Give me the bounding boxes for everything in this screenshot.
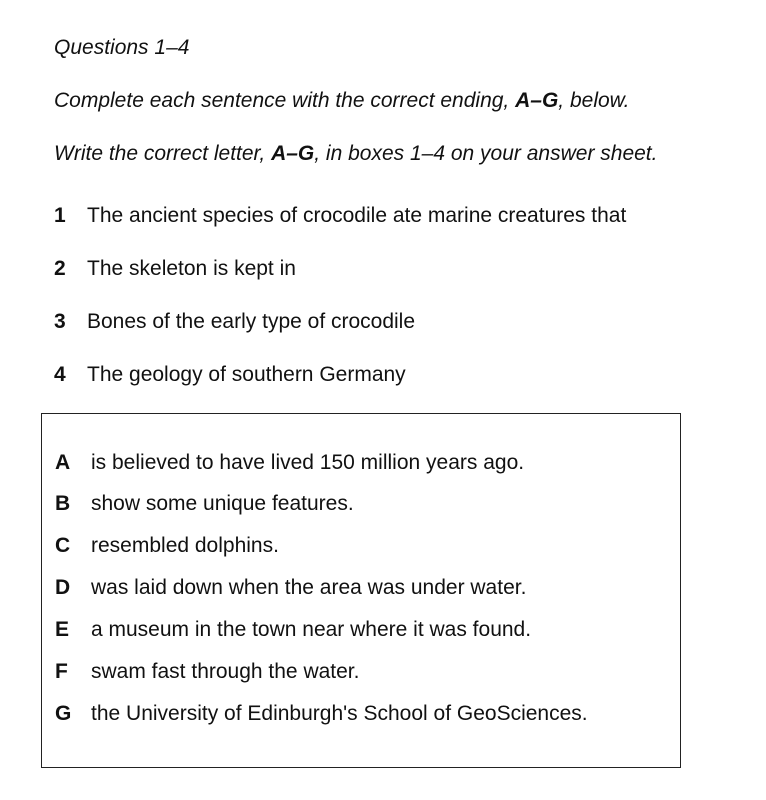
ending-letter: C xyxy=(55,534,71,557)
sentence-number: 1 xyxy=(54,204,66,227)
sentence-number: 3 xyxy=(54,310,66,333)
questions-label: Questions 1–4 xyxy=(54,36,190,59)
write-range: A–G xyxy=(271,142,315,165)
write-suffix: , in boxes 1–4 on your answer sheet. xyxy=(314,142,658,165)
ending-letter: B xyxy=(55,492,71,515)
ending-letter: F xyxy=(55,660,68,683)
ending-text: is believed to have lived 150 million years ago. xyxy=(91,451,525,474)
ending-letter: D xyxy=(55,576,71,599)
sentence-number: 4 xyxy=(54,363,66,386)
sentence-stem-1 xyxy=(54,205,626,226)
ending-letter: G xyxy=(55,702,72,725)
write-instruction xyxy=(54,143,657,164)
ending-text: was laid down when the area was under water. xyxy=(91,576,527,599)
ending-option-g xyxy=(55,703,588,724)
sentence-text: The geology of southern Germany xyxy=(87,363,406,386)
ending-text: show some unique features. xyxy=(91,492,354,515)
sentence-stem-2 xyxy=(54,258,296,279)
sentence-text: The ancient species of crocodile ate marine creatures that xyxy=(87,204,627,227)
sentence-number: 2 xyxy=(54,257,66,280)
ending-option-e xyxy=(55,619,531,640)
questions-heading xyxy=(54,37,189,58)
ending-text: swam fast through the water. xyxy=(91,660,360,683)
sentence-stem-4 xyxy=(54,364,406,385)
ending-text: a museum in the town near where it was found. xyxy=(91,618,532,641)
sentence-text: The skeleton is kept in xyxy=(87,257,296,280)
ending-option-a xyxy=(55,452,524,473)
complete-prefix: Complete each sentence with the correct ending, xyxy=(54,89,516,112)
endings-box xyxy=(41,413,681,768)
complete-suffix: , below. xyxy=(558,89,630,112)
ending-letter: E xyxy=(55,618,70,641)
ending-option-f xyxy=(55,661,359,682)
complete-instruction xyxy=(54,90,630,111)
ending-option-c xyxy=(55,535,279,556)
ending-letter: A xyxy=(55,451,71,474)
ending-text: resembled dolphins. xyxy=(91,534,279,557)
sentence-stem-3 xyxy=(54,311,415,332)
ending-option-d xyxy=(55,577,526,598)
complete-range: A–G xyxy=(515,89,559,112)
ending-text: the University of Edinburgh's School of GeoSciences. xyxy=(91,702,588,725)
ending-option-b xyxy=(55,493,354,514)
write-prefix: Write the correct letter, xyxy=(54,142,272,165)
sentence-text: Bones of the early type of crocodile xyxy=(87,310,416,333)
